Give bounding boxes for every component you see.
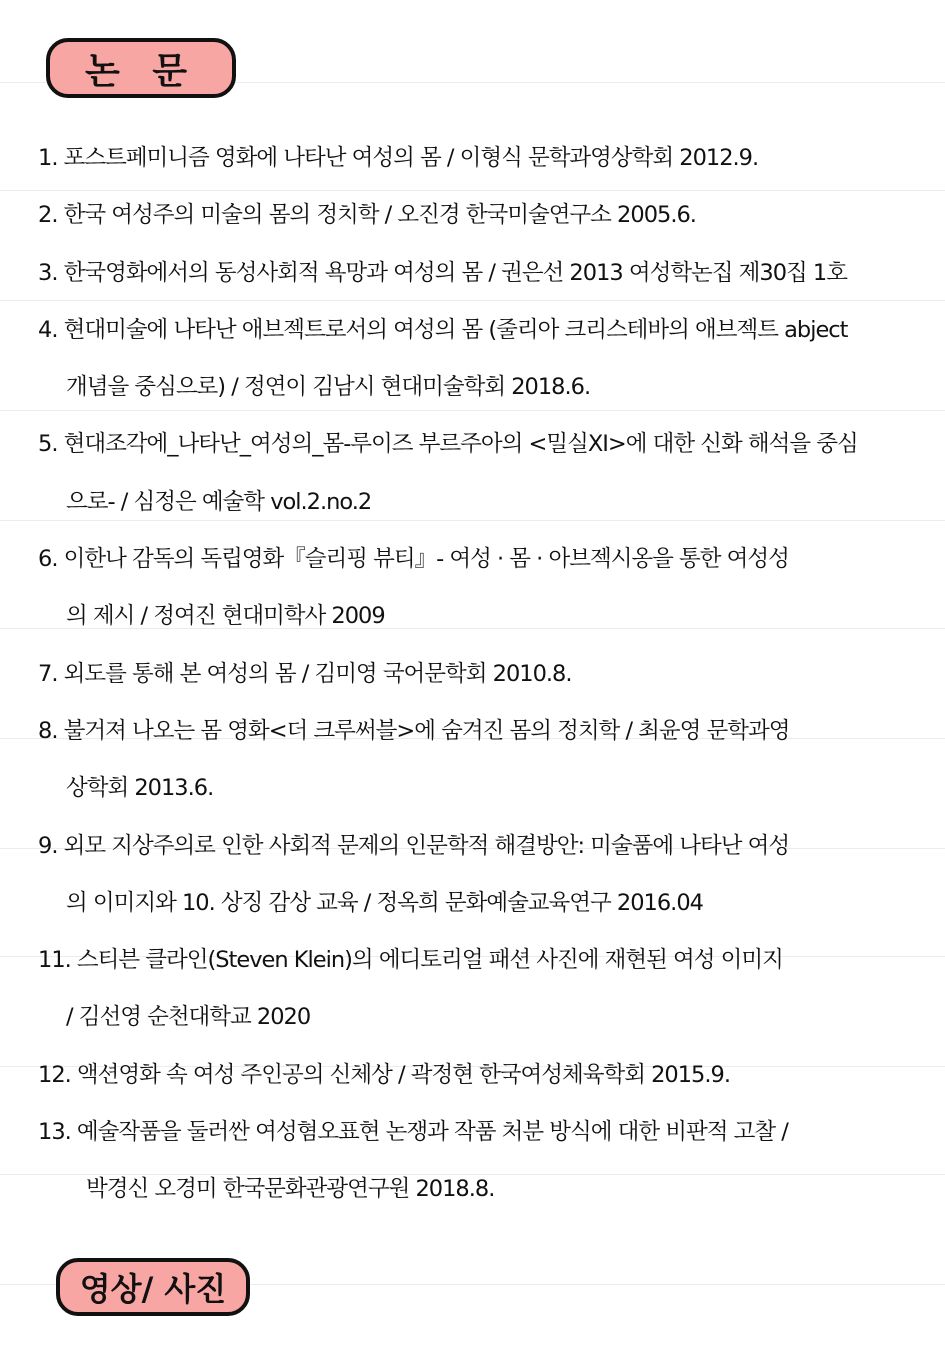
reference-line: 11. 스티븐 클라인(Steven Klein)의 에디토리얼 패션 사진에 재현된 여성 이미지 <box>38 947 783 974</box>
reference-item <box>38 646 918 703</box>
reference-line: 1. 포스트페미니즘 영화에 나타난 여성의 몸 / 이형식 문학과영상학회 2012.9. <box>38 145 759 171</box>
reference-line: 13. 예술작품을 둘러싼 여성혐오표현 논쟁과 작품 처분 방식에 대한 비판적 고찰 / <box>38 1119 788 1146</box>
reference-line: 8. 불거져 나오는 몸 영화<더 크루써블>에 숨겨진 몸의 정치학 / 최윤영 문학과영 <box>38 717 790 744</box>
reference-line-continued: 박경신 오경미 한국문화관광연구원 2018.8. <box>86 1176 495 1203</box>
reference-line-continued: 의 제시 / 정여진 현대미학사 2009 <box>66 603 385 630</box>
reference-line-continued: / 김선영 순천대학교 2020 <box>66 1004 311 1031</box>
reference-item <box>38 302 918 417</box>
reference-item <box>38 130 918 187</box>
reference-item <box>38 818 918 933</box>
reference-line: 7. 외도를 통해 본 여성의 몸 / 김미영 국어문학회 2010.8. <box>38 660 572 687</box>
reference-item <box>38 703 918 818</box>
reference-line: 6. 이한나 감독의 독립영화『슬리핑 뷰티』- 여성 · 몸 · 아브젝시옹을 통한 여성성 <box>38 546 789 573</box>
section-title-papers: 논 문 <box>46 38 236 98</box>
reference-item <box>38 416 918 531</box>
section-title-media-photo: 영상/ 사진 <box>56 1258 250 1316</box>
reference-item <box>38 1047 918 1104</box>
reference-line: 4. 현대미술에 나타난 애브젝트로서의 여성의 몸 (줄리아 크리스테바의 애브젝트 abject <box>38 316 848 343</box>
reference-item <box>38 1104 918 1219</box>
reference-line-continued: 개념을 중심으로) / 정연이 김남시 현대미술학회 2018.6. <box>66 374 591 401</box>
reference-line: 12. 액션영화 속 여성 주인공의 신체상 / 곽정현 한국여성체육학회 2015.9. <box>38 1061 730 1088</box>
reference-item <box>38 245 918 302</box>
reference-list <box>38 130 918 1219</box>
reference-line: 2. 한국 여성주의 미술의 몸의 정치학 / 오진경 한국미술연구소 2005.6. <box>38 202 696 229</box>
reference-line-continued: 으로- / 심정은 예술학 vol.2.no.2 <box>66 488 372 515</box>
reference-line-continued: 의 이미지와 10. 상징 감상 교육 / 정옥희 문화예술교육연구 2016.04 <box>66 889 703 916</box>
reference-item <box>38 187 918 244</box>
reference-line-continued: 상학회 2013.6. <box>66 775 214 802</box>
reference-line: 9. 외모 지상주의로 인한 사회적 문제의 인문학적 해결방안: 미술품에 나타난 여성 <box>38 832 790 859</box>
reference-item <box>38 531 918 646</box>
reference-line: 3. 한국영화에서의 동성사회적 욕망과 여성의 몸 / 권은선 2013 여성학논집 제30집 1호 <box>38 259 847 286</box>
reference-line: 5. 현대조각에_나타난_여성의_몸-루이즈 부르주아의 <밀실XI>에 대한 신화 해석을 중심 <box>38 431 858 458</box>
reference-item <box>38 932 918 1047</box>
